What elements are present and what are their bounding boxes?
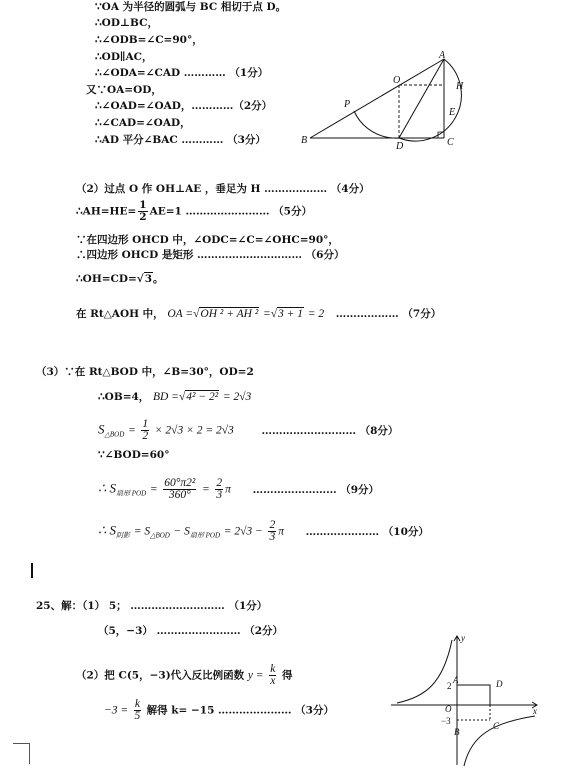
fig2-label-a: A: [453, 675, 459, 685]
p1-line-7: ∴∠OAD=∠OAD，…………（2分）: [95, 100, 273, 112]
fig1-label-b: B: [301, 135, 308, 146]
p1-line-8: ∴∠CAD=∠OAD，: [95, 117, 191, 129]
p1-line-9: ∴AD 平分∠BAC ………… （3分）: [95, 134, 266, 146]
p2-line-1: （2）过点 O 作 OH⊥AE ，垂足为 H ……………… （4分）: [76, 183, 370, 195]
fig2-label-2: 2: [447, 681, 452, 691]
fig2-label-x: x: [533, 706, 537, 716]
fig1-label-h: H: [456, 81, 464, 92]
p1-line-3: ∴∠ODB=∠C=90°，: [95, 34, 203, 46]
p2-line-6: 在 Rt△AOH 中， OA =√OH ² + AH ² =√3 + 1 = 2 ……………… （7分）: [76, 308, 442, 320]
fig2-label-c: C: [493, 721, 500, 731]
p3-line-2: ∴OB=4， BD =√4² − 2² = 2√3: [98, 391, 252, 403]
p2-line-2: ∴AH=HE= $\frac{1}{2}$ AE=1 …………………… （5分）: [76, 199, 312, 223]
p2-line-5: ∴OH=CD=√3。: [76, 273, 164, 285]
fig1-label-o: O: [393, 75, 401, 86]
fig2-label-b: B: [454, 727, 460, 737]
p3-line-6: ∴ $S_{阴影} = S_{\triangle BOD} - S_{扇形 POD} = 2√3$ − $\frac{2}{3}$ π ………………… （10分）: [98, 519, 429, 543]
p1-line-5: ∴∠ODA=∠CAD ………… （1分）: [95, 67, 269, 79]
q25-line-4: −3 = $\frac{k}{5}$ 解得 k= −15 ………………… （3分）: [104, 698, 334, 722]
p1-line-2: ∴OD⊥BC，: [95, 17, 158, 29]
fig1-label-p: P: [344, 99, 351, 110]
fig1-label-e: E: [449, 107, 456, 118]
q25-line-3: （2）把 C(5，−3)代入反比例函数 y = $\frac{k}{x}$ 得: [76, 663, 293, 687]
p1-line-1: ∵OA 为半径的圆弧与 BC 相切于点 D。: [95, 1, 287, 13]
geometry-figure-1: [298, 48, 470, 152]
p1-line-6: 又∵OA=OD，: [86, 84, 162, 96]
p2-line-3: ∵在四边形 OHCD 中，∠ODC=∠C=∠OHC=90°，: [76, 234, 339, 246]
page-corner-mark: [13, 743, 30, 764]
p2-line-4: ∴四边形 OHCD 是矩形 ………………………… （6分）: [76, 249, 345, 261]
fig1-label-d: D: [396, 141, 404, 152]
p3-line-4: ∵∠BOD=60°: [98, 449, 170, 461]
q25-line-2: （5，−3） …………………… （2分）: [98, 625, 284, 637]
fig2-label-neg3: −3: [441, 716, 451, 726]
fig2-label-o: O: [445, 704, 452, 714]
p3-line-1: （3）∵在 Rt△BOD 中，∠B=30°，OD=2: [36, 366, 254, 378]
fig2-label-y: y: [461, 633, 465, 643]
fig1-label-c: C: [447, 137, 454, 148]
p3-line-5: ∴ $S_{扇形 POD}$ = $\frac{\text{60°π2²}}{360^\circ}$ = $\frac{2}{3}$ π …………………… （9分）: [98, 477, 380, 501]
p1-line-4: ∴OD∥AC，: [95, 51, 153, 63]
p3-line-3: $S_{\triangle BOD}$ = $\frac{1}{2}$ × 2√3 × 2 = 2√3 ……………………… （8分）: [98, 418, 399, 442]
fig1-label-a: A: [439, 50, 446, 61]
fig2-label-d: D: [496, 679, 503, 689]
function-graph-figure: [385, 632, 545, 768]
text-cursor: [31, 563, 33, 578]
q25-line-1: 25、解：（1） 5； ……………………… （1分）: [36, 600, 268, 612]
